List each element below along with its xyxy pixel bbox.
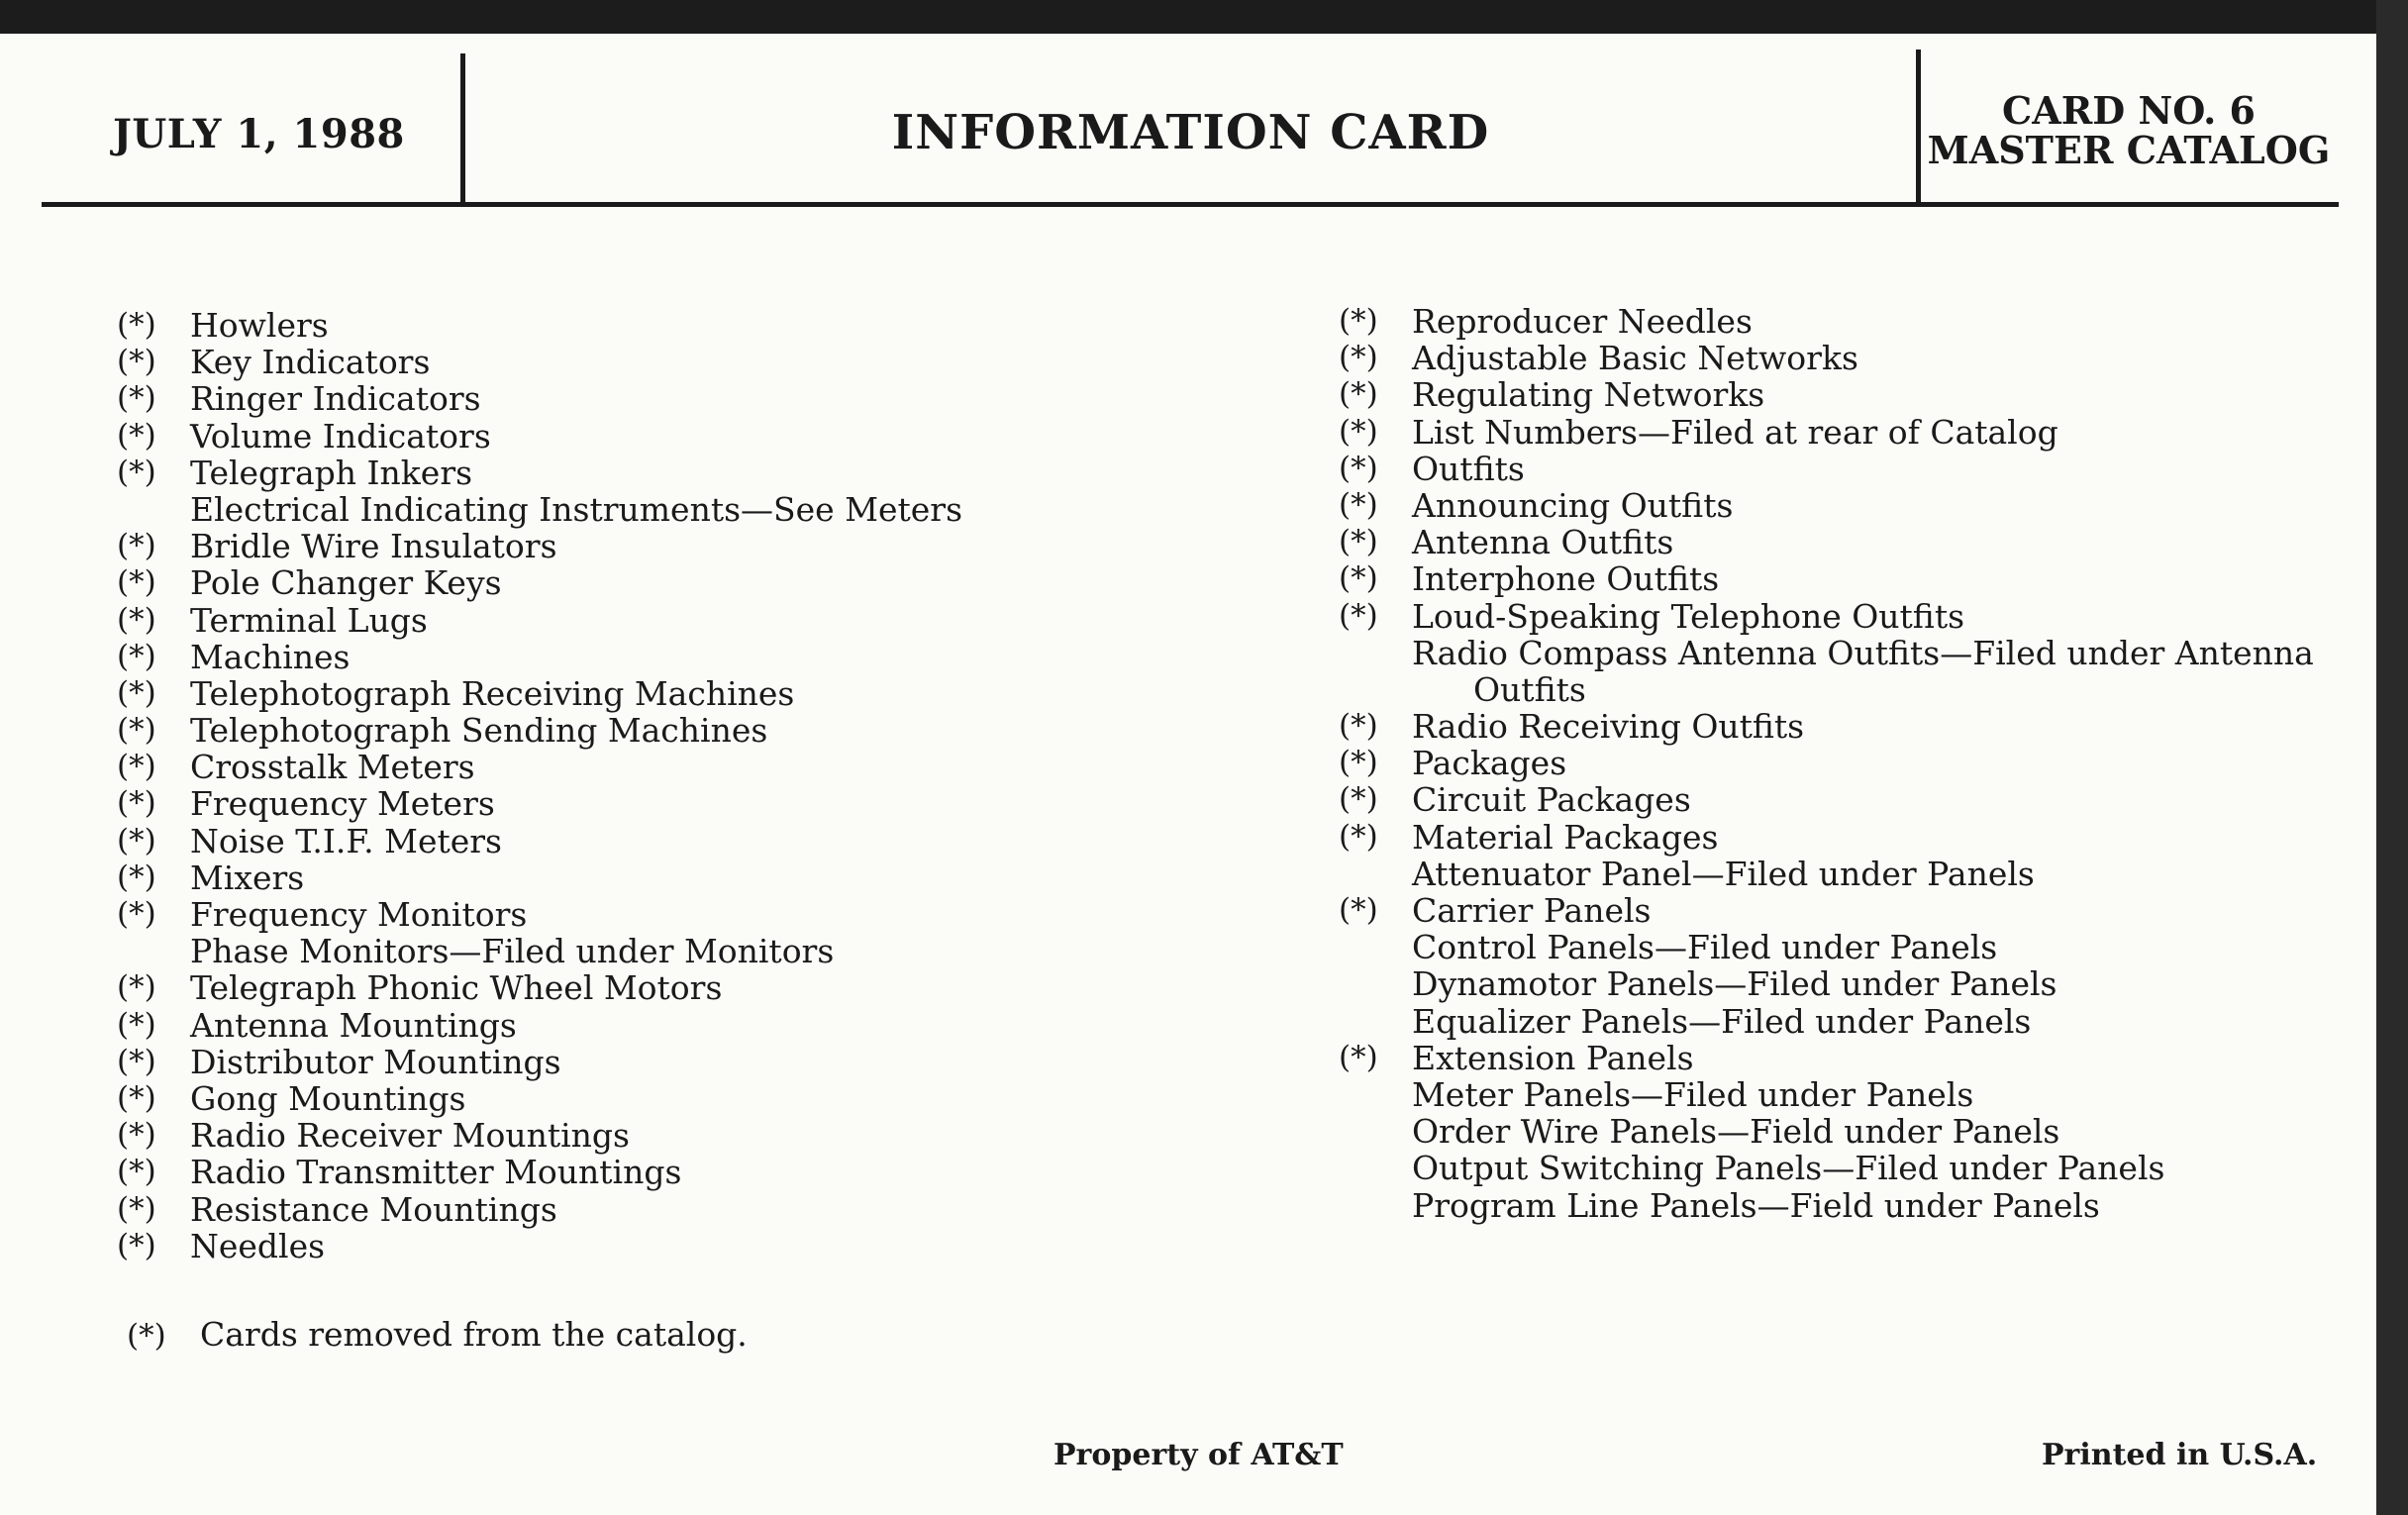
removed-mark: (*) xyxy=(117,1227,156,1263)
removed-mark: (*) xyxy=(117,528,156,564)
removed-mark: (*) xyxy=(1339,376,1378,413)
item-label: Packages xyxy=(1412,744,1567,783)
removed-mark: (*) xyxy=(117,822,156,858)
removed-mark: (*) xyxy=(117,785,156,822)
item-label: Outfits xyxy=(1412,449,1525,488)
item-text xyxy=(1412,1187,2100,1224)
item-label: Carrier Panels xyxy=(1412,891,1652,931)
item-text xyxy=(1412,487,1733,524)
item-label: Volume Indicators xyxy=(190,416,491,455)
item-text xyxy=(1412,598,1964,635)
item-label: Output Switching Panels—Filed under Panels xyxy=(1412,1149,2165,1188)
removed-mark: (*) xyxy=(1339,303,1378,339)
item-label: Circuit Packages xyxy=(1412,780,1691,820)
removed-mark: (*) xyxy=(117,454,156,490)
item-text xyxy=(1412,1040,1694,1076)
item-label: Frequency Meters xyxy=(190,784,495,824)
item-text xyxy=(190,1228,325,1264)
item-label: Pole Changer Keys xyxy=(190,563,502,603)
removed-mark: (*) xyxy=(1339,818,1378,855)
item-text xyxy=(190,1007,517,1044)
card-title: INFORMATION CARD xyxy=(891,105,1490,160)
item-text xyxy=(1412,965,2057,1002)
removed-mark: (*) xyxy=(117,344,156,380)
item-text xyxy=(1412,635,2314,708)
item-text xyxy=(1412,1076,1973,1113)
item-text xyxy=(190,344,430,380)
item-text xyxy=(1412,708,1804,745)
footnote-mark: (*) xyxy=(127,1318,166,1354)
item-text xyxy=(1412,1150,2164,1186)
item-label: Material Packages xyxy=(1412,817,1719,857)
item-text xyxy=(190,823,502,859)
item-label: Program Line Panels—Field under Panels xyxy=(1412,1185,2100,1225)
item-label: Extension Panels xyxy=(1412,1038,1694,1077)
item-text xyxy=(1412,1003,2031,1040)
scan-border xyxy=(2376,0,2408,1515)
item-text xyxy=(190,528,557,564)
removed-mark: (*) xyxy=(117,601,156,638)
item-label: Attenuator Panel—Filed under Panels xyxy=(1412,854,2035,893)
item-label: Telegraph Phonic Wheel Motors xyxy=(190,968,723,1008)
item-text xyxy=(190,1044,561,1080)
item-text xyxy=(1412,524,1673,560)
item-label: Mixers xyxy=(190,858,305,897)
removed-mark: (*) xyxy=(117,1006,156,1043)
item-text xyxy=(1412,819,1718,856)
item-label: Telegraph Inkers xyxy=(190,453,473,492)
item-text xyxy=(190,564,502,601)
item-label: Equalizer Panels—Filed under Panels xyxy=(1412,1001,2032,1041)
item-label: Terminal Lugs xyxy=(190,600,428,640)
removed-mark: (*) xyxy=(117,896,156,932)
item-label: Bridle Wire Insulators xyxy=(190,527,557,566)
item-text xyxy=(190,639,350,675)
item-text xyxy=(190,602,428,639)
removed-mark: (*) xyxy=(1339,340,1378,376)
item-text xyxy=(190,307,329,344)
item-label: Howlers xyxy=(190,306,329,345)
item-label: Announcing Outfits xyxy=(1412,485,1734,525)
item-text xyxy=(1412,745,1566,781)
removed-mark: (*) xyxy=(1339,413,1378,450)
card-number: CARD NO. 6 xyxy=(2002,88,2256,133)
item-text xyxy=(1412,414,2058,451)
removed-mark: (*) xyxy=(117,749,156,785)
item-label: Needles xyxy=(190,1226,326,1265)
item-label: Regulating Networks xyxy=(1412,375,1765,415)
removed-mark: (*) xyxy=(1339,450,1378,486)
card-date: JULY 1, 1988 xyxy=(113,111,405,157)
item-text xyxy=(1412,340,1858,376)
item-label: Control Panels—Filed under Panels xyxy=(1412,928,1998,967)
item-text xyxy=(1412,856,2035,892)
item-text xyxy=(190,1117,630,1154)
removed-mark: (*) xyxy=(117,969,156,1006)
item-label: Crosstalk Meters xyxy=(190,748,475,787)
item-label: Radio Transmitter Mountings xyxy=(190,1153,682,1192)
item-label: Electrical Indicating Instruments—See Meters xyxy=(190,489,963,529)
item-label: Ringer Indicators xyxy=(190,379,481,419)
item-text xyxy=(1412,781,1691,818)
header-rule xyxy=(42,202,2339,207)
removed-mark: (*) xyxy=(1339,597,1378,634)
header-divider-right xyxy=(1916,50,1921,204)
item-text xyxy=(190,1154,681,1190)
item-text xyxy=(190,749,475,785)
item-label: Dynamotor Panels—Filed under Panels xyxy=(1412,964,2057,1004)
removed-mark: (*) xyxy=(117,638,156,674)
removed-mark: (*) xyxy=(117,674,156,711)
item-text xyxy=(190,859,304,896)
removed-mark: (*) xyxy=(1339,560,1378,597)
item-label: Distributor Mountings xyxy=(190,1042,561,1081)
item-label: Radio Receiving Outfits xyxy=(1412,707,1805,747)
item-text xyxy=(190,933,834,969)
item-label: Key Indicators xyxy=(190,343,431,382)
item-label-continuation: Outfits xyxy=(1473,669,1586,709)
item-label: Noise T.I.F. Meters xyxy=(190,821,502,860)
item-label: Resistance Mountings xyxy=(190,1189,557,1229)
footnote-text: Cards removed from the catalog. xyxy=(200,1315,748,1354)
item-label: Gong Mountings xyxy=(190,1078,466,1118)
item-label: Radio Receiver Mountings xyxy=(190,1116,630,1156)
item-text xyxy=(190,1080,465,1117)
item-text xyxy=(190,380,481,417)
item-label: Reproducer Needles xyxy=(1412,302,1753,341)
removed-mark: (*) xyxy=(1339,745,1378,781)
item-text xyxy=(1412,451,1525,487)
card-number-block xyxy=(1926,88,2332,172)
removed-mark: (*) xyxy=(1339,486,1378,523)
item-label: Interphone Outfits xyxy=(1412,559,1720,599)
removed-mark: (*) xyxy=(1339,524,1378,560)
item-text xyxy=(190,418,491,454)
item-label: Telephotograph Receiving Machines xyxy=(190,673,795,713)
item-text xyxy=(1412,892,1652,929)
item-text xyxy=(1412,303,1753,340)
footnote xyxy=(127,1315,748,1354)
removed-mark: (*) xyxy=(117,307,156,343)
item-label: Radio Compass Antenna Outfits—Filed under Antenna xyxy=(1412,633,2314,672)
item-label: Machines xyxy=(190,637,351,676)
removed-mark: (*) xyxy=(117,858,156,895)
item-label: Adjustable Basic Networks xyxy=(1412,339,1858,378)
item-label: Antenna Mountings xyxy=(190,1005,517,1045)
item-text xyxy=(1412,560,1719,597)
removed-mark: (*) xyxy=(117,712,156,749)
item-label: Order Wire Panels—Field under Panels xyxy=(1412,1112,2060,1152)
property-notice: Property of AT&T xyxy=(1054,1438,1344,1472)
removed-mark: (*) xyxy=(117,1190,156,1227)
removed-mark: (*) xyxy=(1339,781,1378,818)
item-text xyxy=(1412,929,1997,965)
removed-mark: (*) xyxy=(117,564,156,601)
removed-mark: (*) xyxy=(117,417,156,454)
item-label: Loud-Speaking Telephone Outfits xyxy=(1412,596,1965,636)
item-label: List Numbers—Filed at rear of Catalog xyxy=(1412,412,2058,452)
item-text xyxy=(190,491,962,528)
item-text xyxy=(190,969,722,1006)
item-text xyxy=(1412,376,1764,413)
item-text xyxy=(190,712,767,749)
printed-notice: Printed in U.S.A. xyxy=(2042,1438,2318,1472)
item-label: Phase Monitors—Filed under Monitors xyxy=(190,932,835,971)
catalog-name: MASTER CATALOG xyxy=(1927,128,2331,172)
item-label: Meter Panels—Filed under Panels xyxy=(1412,1074,1974,1114)
item-text xyxy=(190,454,472,491)
removed-mark: (*) xyxy=(1339,708,1378,745)
removed-mark: (*) xyxy=(117,380,156,417)
item-label: Antenna Outfits xyxy=(1412,523,1674,562)
removed-mark: (*) xyxy=(117,1117,156,1154)
removed-mark: (*) xyxy=(117,1154,156,1190)
item-text xyxy=(190,785,495,822)
item-label: Frequency Monitors xyxy=(190,895,528,934)
removed-mark: (*) xyxy=(1339,1039,1378,1075)
removed-mark: (*) xyxy=(117,1079,156,1116)
item-text xyxy=(1412,1113,2059,1150)
item-text xyxy=(190,675,794,712)
removed-mark: (*) xyxy=(1339,892,1378,929)
item-text xyxy=(190,1191,557,1228)
item-label: Telephotograph Sending Machines xyxy=(190,711,768,751)
item-text xyxy=(190,896,527,933)
removed-mark: (*) xyxy=(117,1043,156,1079)
